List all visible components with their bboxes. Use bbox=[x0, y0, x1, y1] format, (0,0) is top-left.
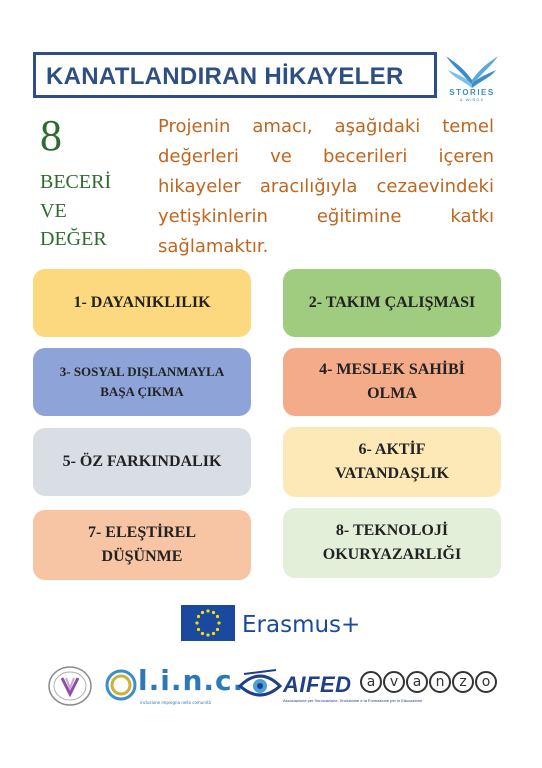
skill-label: 2- TAKIM ÇALIŞMASI bbox=[308, 294, 476, 311]
word-beceri: BECERİ bbox=[40, 171, 112, 193]
skill-card-1 bbox=[33, 269, 251, 337]
purpose-line: Projenin amacı, aşağıdaki temel bbox=[158, 116, 494, 137]
skill-label: 3- SOSYAL DIŞLANMAYLA bbox=[59, 364, 225, 379]
purpose-line: sağlamaktır. bbox=[158, 236, 269, 257]
avanzo-logo bbox=[360, 671, 497, 693]
aifed-eye-logo bbox=[236, 664, 284, 706]
skill-label: 6- AKTİF bbox=[358, 441, 426, 458]
avanzo-letter: v bbox=[383, 671, 405, 693]
avanzo-letter: n bbox=[429, 671, 451, 693]
skill-card-8 bbox=[283, 508, 501, 578]
skill-card-5 bbox=[33, 428, 251, 496]
word-deger: DEĞER bbox=[40, 228, 107, 250]
page-title: KANATLANDIRAN HİKAYELER bbox=[46, 63, 404, 90]
skill-label: OKURYAZARLIĞI bbox=[322, 546, 462, 563]
skill-card-3 bbox=[33, 348, 251, 416]
linc-logo-subtext: inclusione impiegna nella comunità bbox=[140, 700, 212, 705]
avanzo-letter: a bbox=[360, 671, 382, 693]
skill-label: 7- ELEŞTİREL bbox=[87, 524, 197, 541]
skill-card-2 bbox=[283, 269, 501, 337]
skill-label: 4- MESLEK SAHİBİ bbox=[319, 361, 465, 378]
skill-label: VATANDAŞLIK bbox=[335, 465, 449, 482]
purpose-line: değerleri ve becerileri içeren bbox=[158, 146, 494, 167]
skills-count: 8 bbox=[40, 111, 62, 160]
avanzo-letter: z bbox=[452, 671, 474, 693]
stories-logo-text: STORIES bbox=[449, 88, 495, 97]
title-box bbox=[33, 52, 437, 98]
skill-card-7 bbox=[33, 510, 251, 580]
avanzo-letter: o bbox=[475, 671, 497, 693]
skill-label: 5- ÖZ FARKINDALIK bbox=[62, 453, 222, 470]
school-emblem-logo bbox=[46, 664, 94, 708]
skill-card-4 bbox=[283, 348, 501, 416]
skill-label: OLMA bbox=[367, 385, 417, 402]
word-ve: VE bbox=[40, 200, 67, 222]
aifed-logo-text: AIFED bbox=[283, 672, 352, 697]
purpose-line: hikayeler aracılığıyla cezaevindeki bbox=[158, 176, 494, 197]
purpose-line: yetişkinlerin eğitimine katkı bbox=[158, 206, 494, 227]
eu-flag-icon bbox=[181, 605, 235, 641]
skill-label: BAŞA ÇIKMA bbox=[100, 384, 184, 399]
skill-card-6 bbox=[283, 427, 501, 497]
skill-label: 8- TEKNOLOJİ bbox=[335, 522, 449, 539]
aifed-logo-subtext: Associazione per l'innovazione, l'inclusione e la Formazione per lo Educazione bbox=[283, 698, 423, 703]
linc-logo-text: l.i.n.c. bbox=[138, 664, 245, 697]
erasmus-plus-label: Erasmus+ bbox=[242, 612, 361, 638]
project-purpose bbox=[158, 112, 494, 262]
stories-logo-subtext: & WINGS bbox=[459, 97, 485, 102]
skill-label: DÜŞÜNME bbox=[101, 548, 183, 565]
avanzo-letter: a bbox=[406, 671, 428, 693]
linc-circle-logo bbox=[104, 666, 138, 704]
skill-label: 1- DAYANIKLILIK bbox=[73, 294, 211, 311]
